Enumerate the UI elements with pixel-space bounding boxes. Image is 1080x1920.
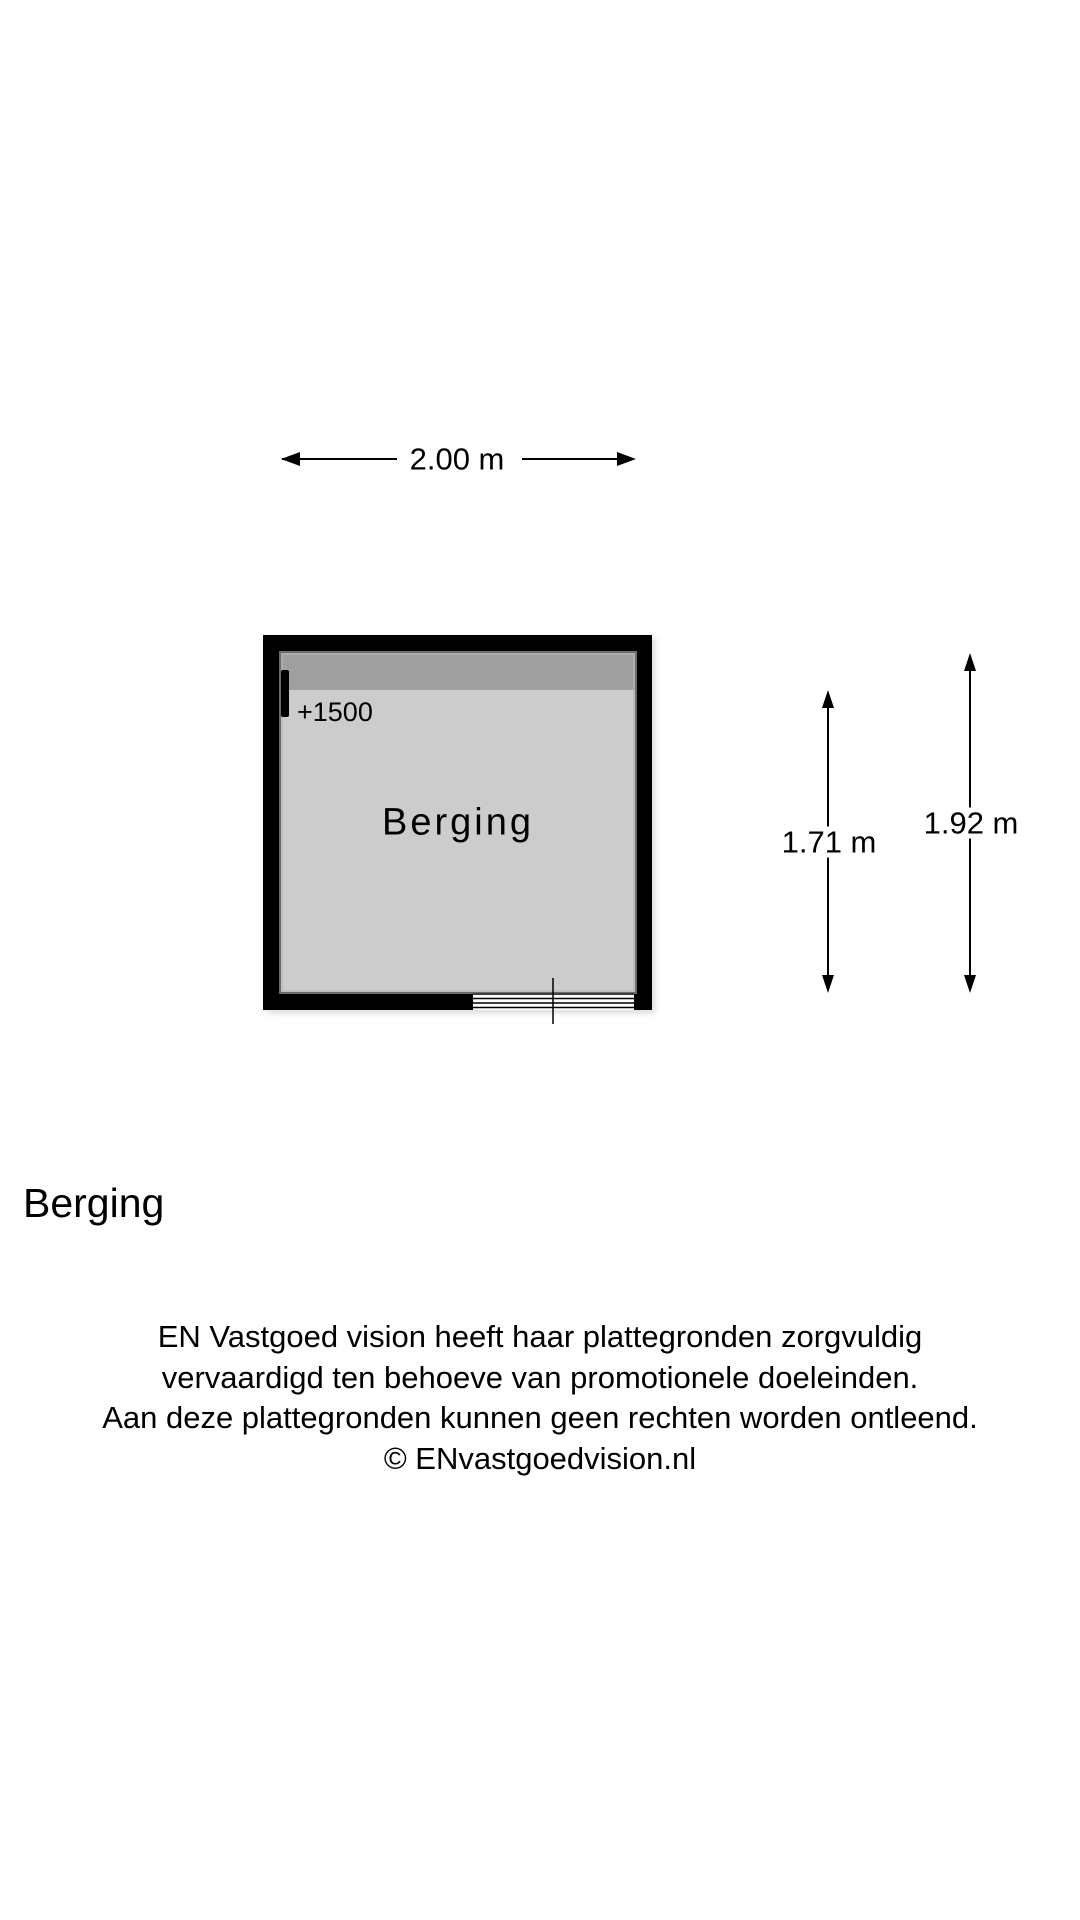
room-name-label: Berging: [382, 801, 534, 844]
height-inner-dimension-label: 1.71 m: [778, 827, 881, 858]
level-marker-label: +1500: [297, 697, 373, 727]
disclaimer-line: EN Vastgoed vision heeft haar plattegronden zorgvuldig: [157, 1319, 923, 1354]
width-dimension-label: 2.00 m: [406, 444, 509, 475]
disclaimer-line: vervaardigd ten behoeve van promotionele doeleinden.: [161, 1359, 919, 1395]
disclaimer: [0, 1317, 1080, 1479]
disclaimer-line: Aan deze plattegronden kunnen geen rechten worden ontleend.: [102, 1400, 978, 1435]
floor-title: Berging: [23, 1180, 165, 1226]
level-step-marker: [281, 670, 289, 717]
copyright-line: © ENvastgoedvision.nl: [383, 1440, 697, 1476]
height-outer-dimension-label: 1.92 m: [920, 808, 1023, 839]
